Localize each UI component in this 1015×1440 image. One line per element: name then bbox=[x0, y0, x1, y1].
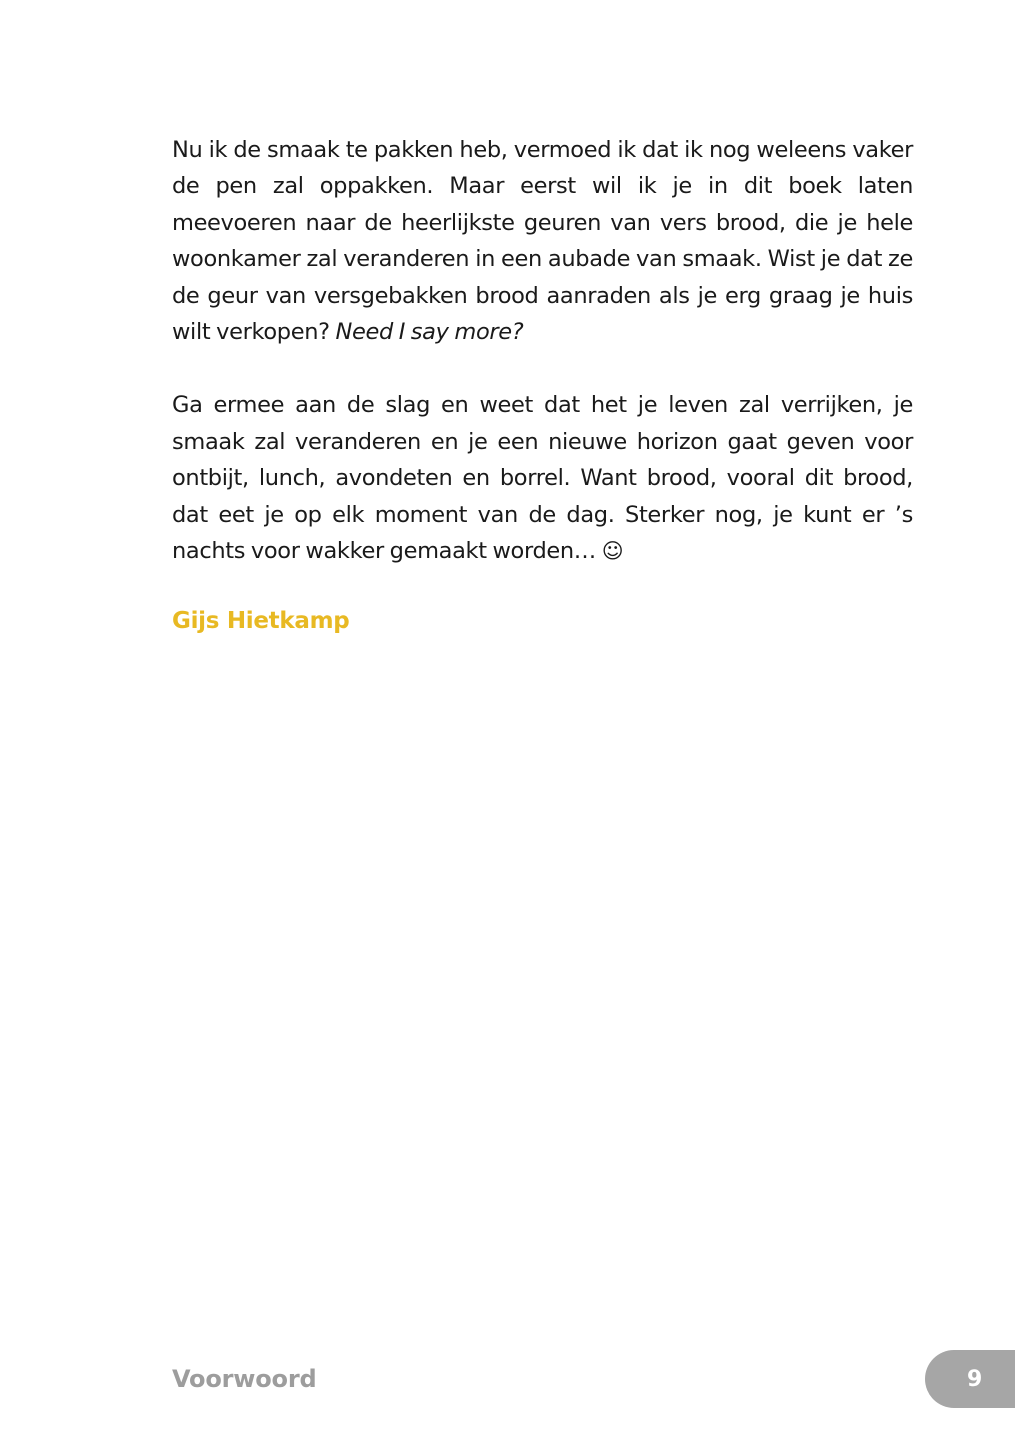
page-number-tab bbox=[925, 1350, 1015, 1408]
paragraph-2 bbox=[172, 387, 913, 569]
paragraph-1 bbox=[172, 132, 913, 350]
paragraph-1-emphasis: Need I say more? bbox=[335, 319, 524, 346]
paragraph-1-text: Nu ik de smaak te pakken heb, vermoed ik dat ik nog weleens vaker de pen zal oppakken. Maar eerst wil ik je in dit boek laten meevoeren naar de heerlijkste geuren van vers brood, die je hele woonkamer zal veranderen in een aubade van smaak. Wist je dat ze de geur van versgebakken brood aanraden als je erg graag je huis wilt verkopen? bbox=[172, 137, 913, 346]
smiley-icon: ☺ bbox=[601, 539, 624, 564]
paragraph-2-text: Ga ermee aan de slag en weet dat het je leven zal verrijken, je smaak zal veranderen en je een nieuwe horizon gaat geven voor ontbijt, lunch, avondeten en borrel. Want brood, vooral dit brood, dat eet je op elk moment van de dag. Sterker nog, je kunt er ’s nachts voor wakker gemaakt worden… bbox=[172, 392, 913, 565]
footer-section-title: Voorwoord bbox=[172, 1365, 317, 1393]
author-signature: Gijs Hietkamp bbox=[172, 608, 350, 635]
page-number: 9 bbox=[967, 1366, 983, 1392]
main-text bbox=[172, 132, 913, 639]
